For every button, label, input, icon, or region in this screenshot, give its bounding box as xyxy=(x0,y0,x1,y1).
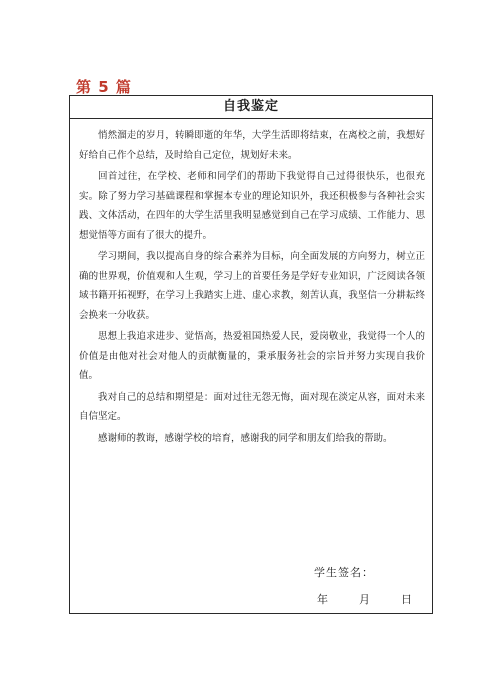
paragraph-review: 回首过往，在学校、老师和同学们的帮助下我觉得自己过得很快乐，也很充实。除了努力学习基础课程和掌握本专业的理论知识外，我还积极参与各种社会实践、文体活动，在四年的大学生活里我明显感觉到自己在学习成绩、工作能力、思想觉悟等方面有了很大的提升。 xyxy=(79,171,425,241)
date-label: 年 月 日 xyxy=(317,593,412,606)
form-title: 自我鉴定 xyxy=(70,96,432,119)
self-assessment-form xyxy=(69,95,433,614)
form-body xyxy=(79,126,425,450)
signature-label: 学生签名： xyxy=(314,566,374,579)
paragraph-ideology: 思想上我追求进步、觉悟高，热爱祖国热爱人民，爱岗敬业，我觉得一个人的价值是由他对社会对他人的贡献衡量的，秉承服务社会的宗旨并努力实现自我价值。 xyxy=(79,331,425,381)
paragraph-study: 学习期间，我以提高自身的综合素养为目标，向全面发展的方向努力，树立正确的世界观，价值观和人生观，学习上的首要任务是学好专业知识，广泛阅读各领域书籍开拓视野，在学习上我踏实上进、虚心求教，刻苦认真，我坚信一分耕耘终会换来一分收获。 xyxy=(79,251,425,321)
paragraph-expectation: 我对自己的总结和期望是：面对过往无怨无悔，面对现在淡定从容，面对未来自信坚定。 xyxy=(79,391,425,422)
section-label: 第 5 篇 xyxy=(76,78,132,96)
paragraph-thanks: 感谢师的教诲，感谢学校的培育，感谢我的同学和朋友们给我的帮助。 xyxy=(98,432,393,444)
paragraph-intro: 悄然溜走的岁月，转瞬即逝的年华，大学生活即将结束，在离校之前，我想好好给自己作个总结，及时给自己定位，规划好未来。 xyxy=(79,130,425,161)
